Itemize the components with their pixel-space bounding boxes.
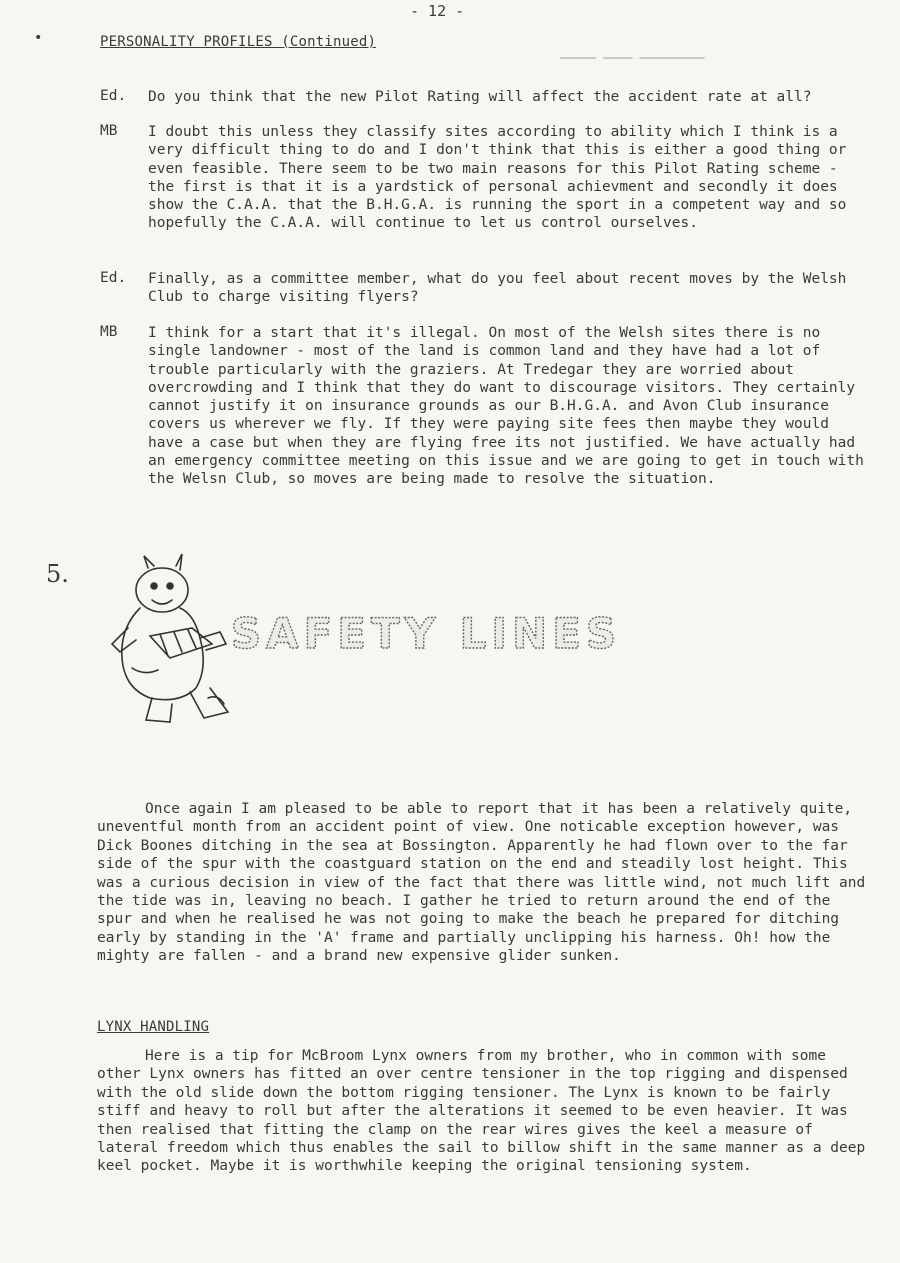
safety-lines-title: SAFETY LINES (230, 609, 622, 658)
speaker-label: MB (100, 123, 118, 139)
page-number: - 12 - (410, 2, 465, 20)
margin-mark: • (34, 30, 43, 46)
section-heading-personality-profiles (100, 34, 376, 50)
entry-text: Do you think that the new Pilot Rating will affect the accident rate at all? (148, 89, 812, 105)
section-number: 5. (46, 560, 69, 588)
speaker-label: MB (100, 324, 118, 340)
section-heading-suffix: (Continued) (281, 34, 377, 50)
speaker-label: Ed. (100, 270, 127, 286)
section-heading-title: PERSONALITY PROFILES (100, 34, 273, 50)
safety-lines-paragraph: Once again I am pleased to be able to report that it has been a relatively quite, uneventful month from an accident point of view. One noticable exception however, was Dick Boones ditching in the sea at Bossington. Apparently he had flown over to the far side of the spur with the coastguard station on the end and steadily lost height. This was a curious decision in view of the fact that there was little wind, not much lift and the tide was in, leaving no beach. I gather he tried to return around the end of the spur and when he realised he was not going to make the beach he prepared for ditching early by standing in the 'A' frame and partially unclipping his harness. Oh! how the mighty are fallen - and a brand new expensive glider sunken. (97, 801, 866, 965)
show-through-bleed: ▁▁▁▁▁ ▁▁▁▁ ▁▁▁▁▁▁▁▁▁ (560, 45, 705, 59)
entry-text: I think for a start that it's illegal. On most of the Welsh sites there is no single landowner - most of the land is common land and they have had a lot of trouble particularly with the graziers. At Tredegar they are worried about overcrowding and I think that they do want to discourage visitors. They certainly cannot justify it on insurance grounds as our B.H.G.A. and Avon Club insurance covers us wherever we fly. If they were paying site fees then maybe they would have a case but when they are flying free its not justified. We have actually had an emergency committee meeting on this issue and we are going to get in touch with the Welsn Club, so moves are being made to resolve the situation. (148, 325, 864, 488)
speaker-label: Ed. (100, 88, 127, 104)
entry-text: Finally, as a committee member, what do you feel about recent moves by the Welsh Club to charge visiting flyers? (148, 271, 847, 306)
lynx-handling-paragraph: Here is a tip for McBroom Lynx owners from my brother, who in common with some other Lynx owners has fitted an over centre tensioner in the top rigging and dispensed with the old slide down the bottom rigging tensioner. The Lynx is known to be fairly stiff and heavy to roll but after the alterations it seemed to be even heavier. It was then realised that fitting the clamp on the rear wires gives the keel a measure of lateral freedom which thus enables the sail to billow shift in the same manner as a deep keel pocket. Maybe it is worthwhile keeping the original tensioning system. (97, 1048, 866, 1175)
safety-lines-title-art (230, 604, 622, 658)
entry-text: I doubt this unless they classify sites according to ability which I think is a very difficult thing to do and I don't think that this is either a good thing or even feasible. There seem to be two main reasons for this Pilot Rating scheme - the first is that it is a yardstick of personal achievment and secondly it does show the C.A.A. that the B.H.G.A. is running the sport in a competent way and so hopefully the C.A.A. will continue to let us control ourselves. (148, 124, 847, 232)
lynx-handling-heading: LYNX HANDLING (97, 1019, 210, 1035)
